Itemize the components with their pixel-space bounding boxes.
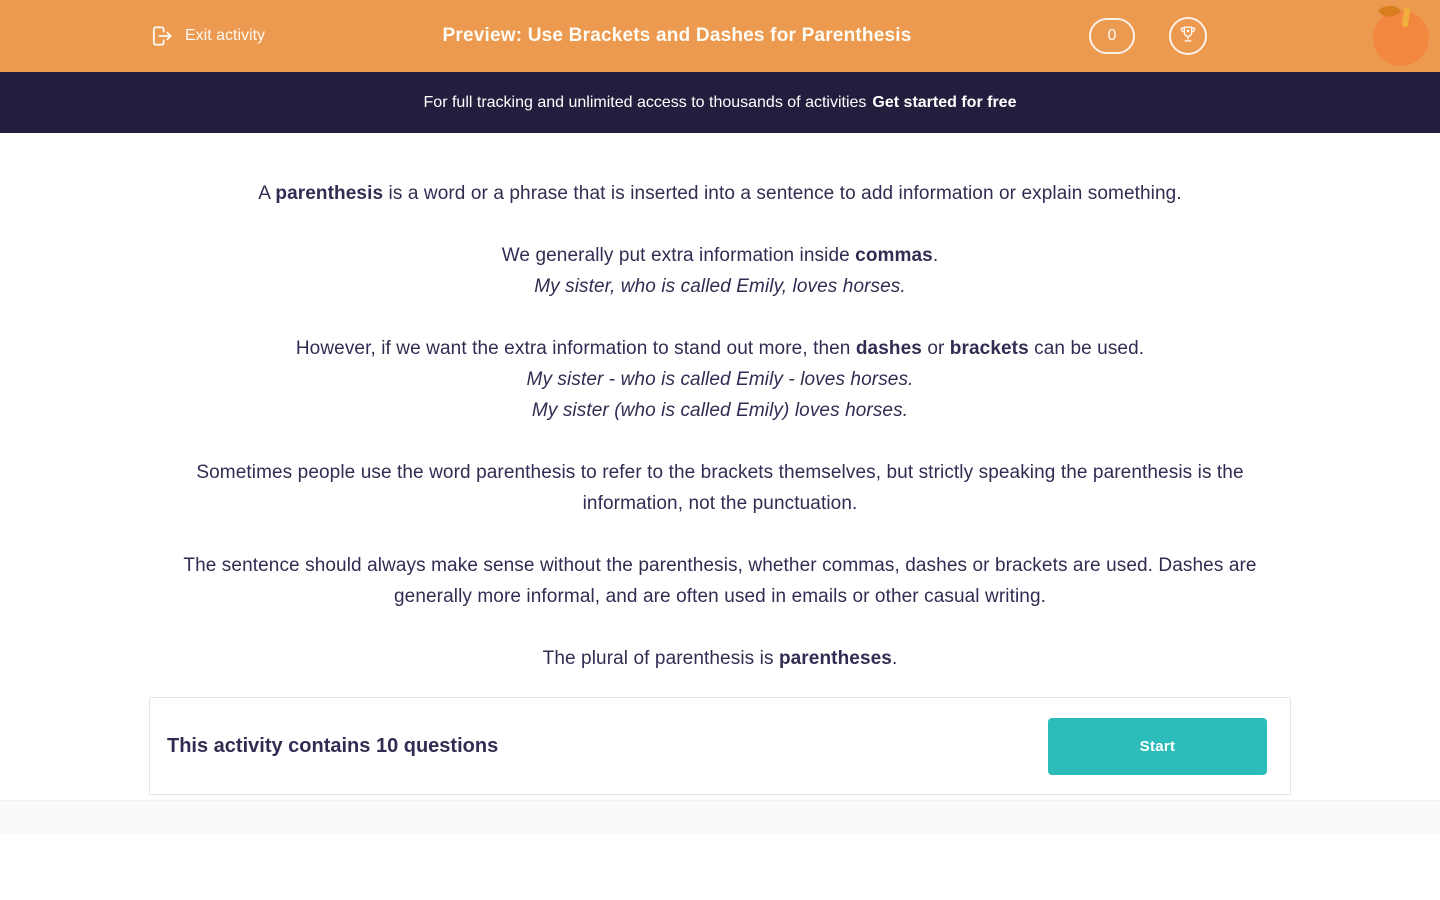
promo-text: For full tracking and unlimited access to thousands of activities <box>423 93 867 111</box>
start-button[interactable]: Start <box>1048 718 1267 775</box>
orange-fruit-logo-icon <box>1370 55 1432 68</box>
header <box>0 0 1440 72</box>
text-line: My sister - who is called Emily - loves horses. <box>526 369 914 390</box>
exit-activity-label: Exit activity <box>185 27 266 44</box>
text-line: My sister, who is called Emily, loves horses. <box>534 276 906 297</box>
exit-icon <box>149 23 175 49</box>
footer-strip <box>0 800 1440 834</box>
text-line: We generally put extra information inside commas. <box>501 245 939 266</box>
text-line: A parenthesis is a word or a phrase that is inserted into a sentence to add information or explain something. <box>258 183 1182 204</box>
question-count-label: This activity contains 10 questions <box>167 734 499 757</box>
paragraph <box>149 550 1291 612</box>
page-title: Preview: Use Brackets and Dashes for Parenthesis <box>442 25 912 46</box>
lesson-text <box>149 133 1291 674</box>
text-line: The sentence should always make sense without the parenthesis, whether commas, dashes or brackets are used. Dashes are generally more informal, and are often used in emails or other casual writing. <box>183 555 1257 607</box>
paragraph <box>149 240 1291 302</box>
main-content <box>149 133 1291 795</box>
trophy-button[interactable] <box>1169 17 1207 55</box>
text-line: However, if we want the extra information to stand out more, then dashes or brackets can be used. <box>295 338 1145 359</box>
get-started-link[interactable]: Get started for free <box>872 93 1017 111</box>
promo-banner <box>0 72 1440 133</box>
text-line: The plural of parenthesis is parentheses. <box>542 648 898 669</box>
trophy-icon <box>1177 23 1199 50</box>
text-line: My sister (who is called Emily) loves horses. <box>531 400 909 421</box>
paragraph <box>149 333 1291 426</box>
score-badge[interactable] <box>1089 18 1135 54</box>
paragraph <box>149 643 1291 674</box>
exit-activity-button[interactable] <box>149 23 265 49</box>
activity-summary-card <box>149 697 1291 795</box>
text-line: Sometimes people use the word parenthesis to refer to the brackets themselves, but strictly speaking the parenthesis is the information, not the punctuation. <box>196 462 1244 514</box>
paragraph <box>149 457 1291 519</box>
paragraph <box>149 178 1291 209</box>
header-widgets <box>1089 17 1207 55</box>
brand-logo <box>1370 2 1432 68</box>
score-badge-value: 0 <box>1107 27 1117 44</box>
